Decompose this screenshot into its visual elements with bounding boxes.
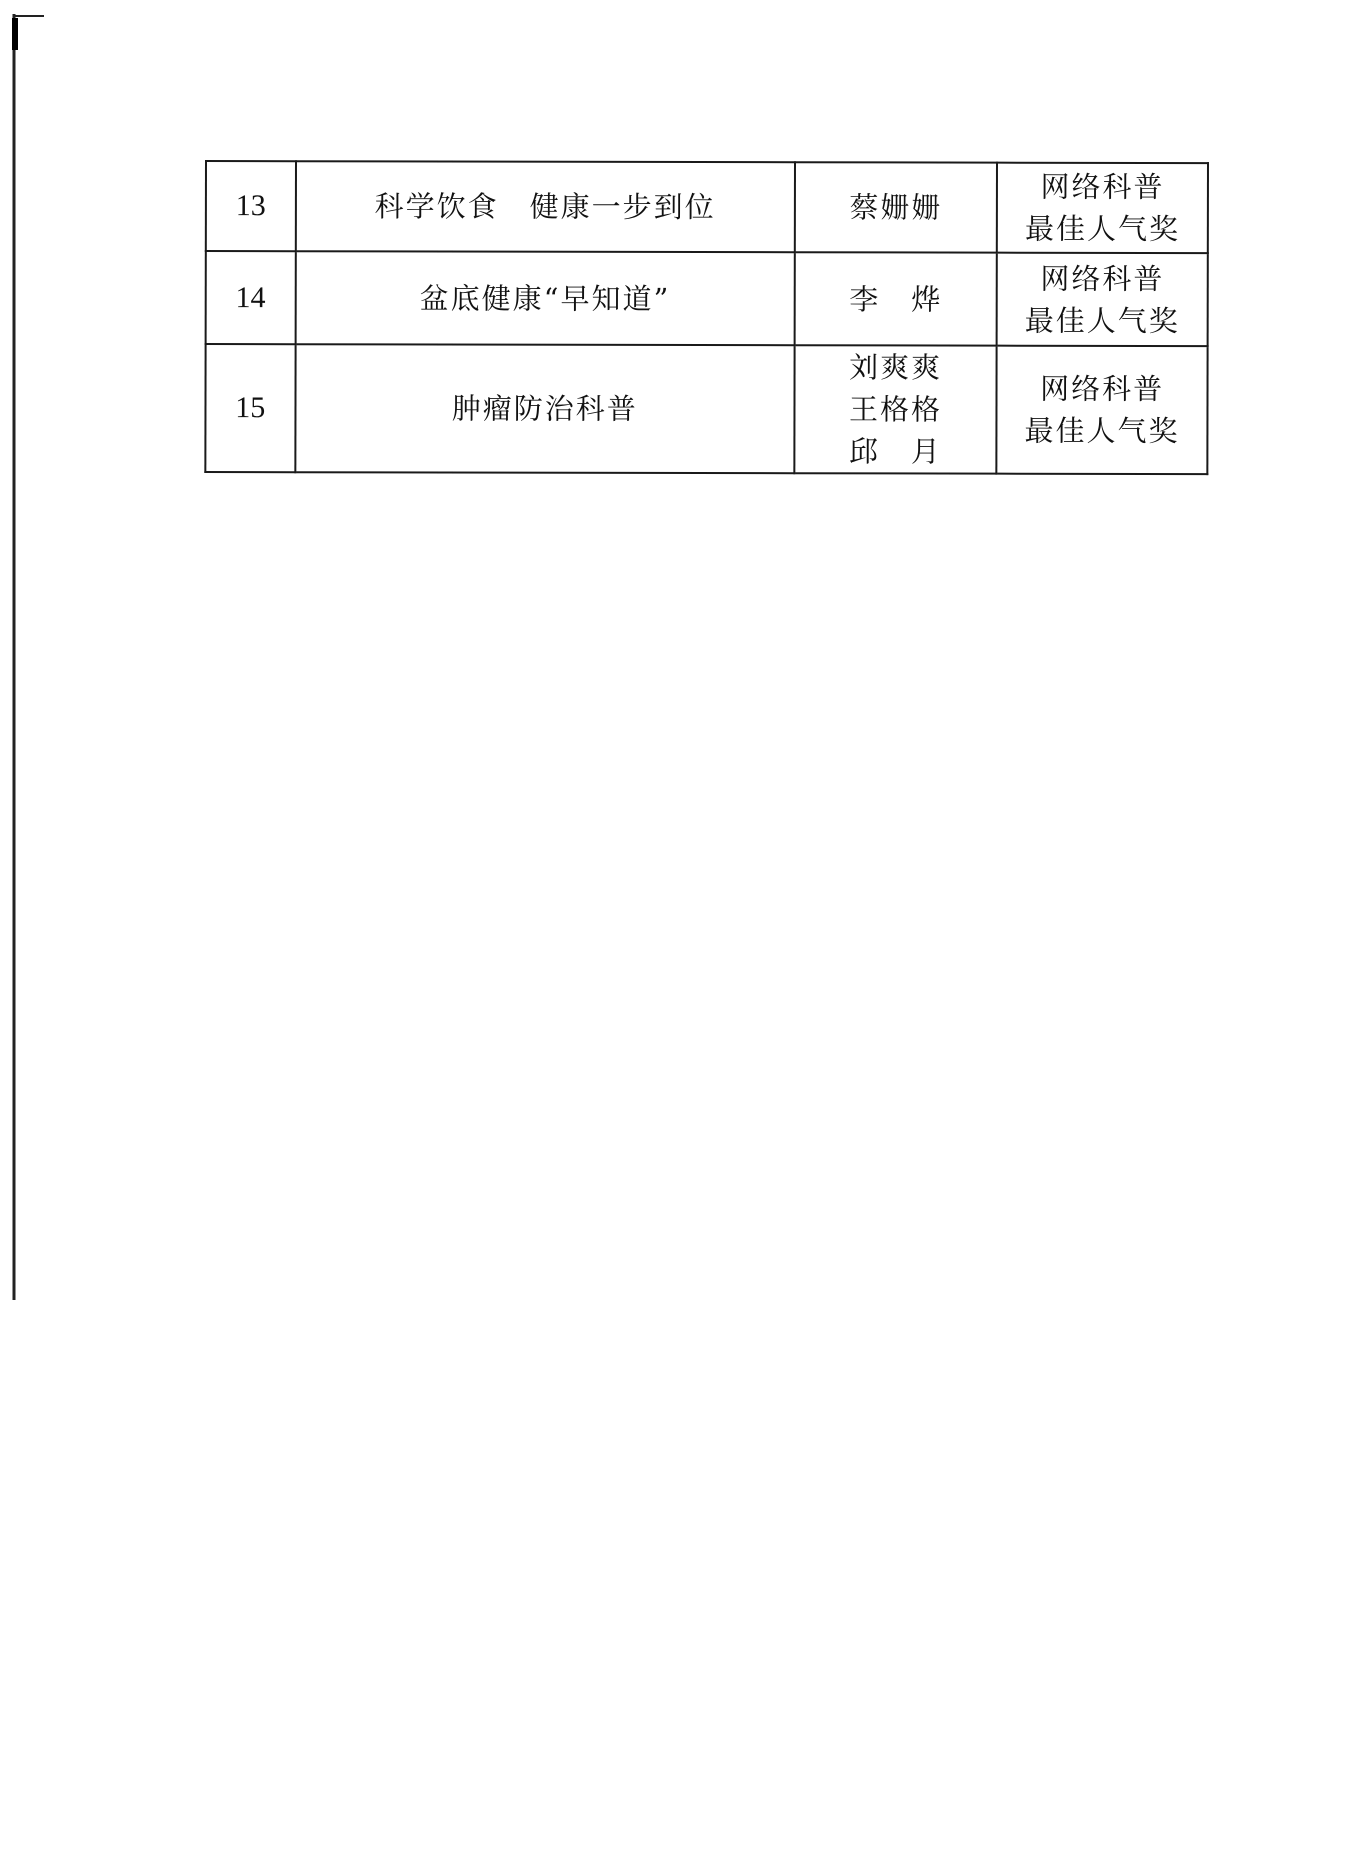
author-name: 王格格 xyxy=(848,392,943,427)
award-line: 最佳人气奖 xyxy=(1024,303,1180,338)
entry-title: 肿瘤防治科普 xyxy=(295,344,794,473)
scan-edge-mark xyxy=(8,10,46,1300)
award-table xyxy=(204,160,1209,475)
entry-award xyxy=(997,163,1208,253)
entry-authors xyxy=(794,345,997,473)
entry-authors xyxy=(794,252,997,345)
entry-authors xyxy=(795,162,998,252)
author-name: 刘爽爽 xyxy=(849,350,943,385)
row-number: 15 xyxy=(205,344,295,472)
row-number: 14 xyxy=(206,251,296,344)
award-line: 网络科普 xyxy=(1040,371,1165,407)
author-name: 李 烨 xyxy=(849,281,943,317)
award-line: 网络科普 xyxy=(1040,169,1165,205)
table-row xyxy=(205,344,1207,474)
author-name: 邱 月 xyxy=(848,434,942,469)
award-line: 网络科普 xyxy=(1040,261,1165,296)
table-row xyxy=(206,161,1208,253)
author-name: 蔡姗姗 xyxy=(849,190,943,225)
award-line: 最佳人气奖 xyxy=(1024,413,1180,449)
entry-award xyxy=(997,346,1208,474)
entry-title: 科学饮食 健康一步到位 xyxy=(295,161,794,252)
entry-title: 盆底健康“早知道” xyxy=(295,251,794,345)
table-row xyxy=(206,251,1208,346)
row-number: 13 xyxy=(206,161,296,251)
award-line: 最佳人气奖 xyxy=(1024,211,1181,247)
entry-award xyxy=(997,253,1208,346)
